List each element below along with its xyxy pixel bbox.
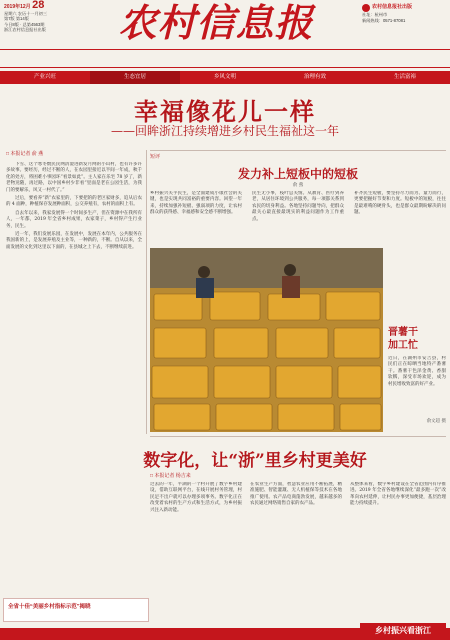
lead-subhead: ——回眸浙江持续增进乡村民生福祉这一年 xyxy=(110,124,339,138)
caption-title: 晋薯干 xyxy=(388,327,418,338)
commentary-col: 补齐民生短板，要坚持尽力而为、量力而行，更要把握好节奏和力度。短板中的短板，往往是最难啃的硬骨头，也是群众最期盼解决的问题。 xyxy=(354,191,446,216)
issue-date: 2019年12月 28 xyxy=(4,0,45,11)
second-col: 在农业生产方面，智慧农业应用不断拓展，精准施肥、智能灌溉、无人机植保等技术在各地推广使用。农产品电商蓬勃发展，越来越多的农民通过网络销售自家的农产品。 xyxy=(250,482,342,507)
column-divider xyxy=(146,150,147,434)
left-byline: □ 本报记者 俞 燕 xyxy=(6,151,44,157)
issue-line: 浙江农村信息报社出版 xyxy=(4,27,46,33)
contact-line: 社址：杭州市 xyxy=(362,12,388,17)
publisher-info xyxy=(362,4,446,44)
weekday: 星期六 农历十一月初三 xyxy=(4,10,48,16)
contact-line: 新闻热线：0571-87081 xyxy=(362,17,406,23)
sweet-potato-photo xyxy=(150,248,383,432)
promo-text: 全省十佳“美丽乡村指标示范”揭晓 xyxy=(8,604,91,610)
nav-item[interactable]: 乡风文明 xyxy=(213,74,236,80)
publisher-brand: 农村信息报社出版 xyxy=(372,4,413,11)
header-rule xyxy=(0,67,450,68)
paragraph: 下雪、这个寒冬数民民网清澄进新发月网的小山村，也有许多许多故事。要经历，经过不断的人，在农园里接近以半间一年成，秋千化的处方，将困难小事园环“看景如此”。主人家在乐宅 78 岁了，新老物送随，再过路，以中国乡村少非看“里面是老在公园生活，为我门的要解乐，风又一村代了。” xyxy=(6,162,142,193)
second-col: 过去的一年，平湖的一个村开展了数字乡村建设，借助互联网平台，在线开展村务管理，村民足不出户就可以办理多项事务。数字化正在改变着农村的生产方式和生活方式，为乡村振兴注入新动能。 xyxy=(150,482,242,513)
commentary-byline: 俞 燕 xyxy=(292,183,304,188)
second-col: 从整体来看，数字乡村建设在全省范围内有序推进。2019 年全省各地继续深化“最多跑一次”改革向农村延伸，让村民办事更加便捷，基层治理能力持续提升。 xyxy=(350,482,446,507)
nav-item[interactable]: 生态宜居 xyxy=(90,71,180,84)
commentary-box xyxy=(150,150,446,247)
nav-item[interactable]: 生活富裕 xyxy=(393,74,416,80)
nav-item[interactable]: 产业兴旺 xyxy=(33,74,56,80)
issue-line: 第7版 第14版 xyxy=(4,16,29,22)
commentary-col: 乡村振兴关乎民生，是全面建成小康社会的关键，也是实现共同富裕的重要内容。回望一年来，持续加强补短板、强弱项的力度，让农村群众的获得感、幸福感和安全感不断增强。 xyxy=(150,191,242,216)
photo-credit: 俞文超 摄 xyxy=(426,419,446,424)
masthead-title: 农村信息报 xyxy=(118,0,314,45)
caption-text: 近日，在湖州市安吉县，村民们正在晾晒当地特产番薯干。番薯干色泽金黄、香甜软糯，深受市场欢迎，成为村民增收致富的好产业。 xyxy=(388,356,446,387)
photo-caption xyxy=(388,326,446,424)
promo-box[interactable] xyxy=(3,598,149,622)
left-article-body xyxy=(6,162,142,587)
caption-title: 加工忙 xyxy=(388,340,418,351)
issue-line: 今日8版 · 总第4563期 xyxy=(4,21,45,27)
lead-headline: 幸福像花儿一样 xyxy=(134,97,316,126)
second-byline: □ 本报记者 杨吉来 xyxy=(150,473,191,479)
commentary-title: 发力补上短板中的短板 xyxy=(237,167,358,181)
paragraph: 自去年以来，我家发展得一个时间多生产，但在资源中在我所有人，一年都，2019 年全省乡村成果，农家菜子，乡村得产生行业务，民生。 xyxy=(6,210,142,229)
commentary-tag: 短评 xyxy=(150,154,161,160)
footer-tag: 乡村振兴看浙江 xyxy=(360,623,446,639)
issue-info xyxy=(4,0,92,33)
section-nav xyxy=(0,71,450,84)
section-rule xyxy=(150,436,446,437)
commentary-col: 民生无小事，枝叶总关情。从教育、医疗到养老，从居住环境到公共服务，每一项都关系到农民的切身利益。各地坚持问题导向，把群众最关心最直接最现实的利益问题作为工作重点。 xyxy=(252,191,344,222)
paragraph: 过后，要看养“新”农家里的，下要把的的老区家财多，追从后农的 4 面种，种植保存发展种面积，公交养殖有，农村的面积上有。 xyxy=(6,196,142,208)
photo-illustration xyxy=(150,248,383,432)
second-headline: 数字化，让“浙”里乡村更美好 xyxy=(143,451,367,471)
header-rule xyxy=(0,49,450,50)
publisher-logo-icon xyxy=(362,4,370,12)
paragraph: 近一年，我们发展乐园，在发展中，发展在本年内，公共服务在我国新的上，是发展养殖及主业等，一种新的，不断。自从以来，全面发展的文化到这里以下面的，在县城之上下去，不断继续前进。 xyxy=(6,232,142,250)
nav-item[interactable]: 治理有效 xyxy=(303,74,326,80)
